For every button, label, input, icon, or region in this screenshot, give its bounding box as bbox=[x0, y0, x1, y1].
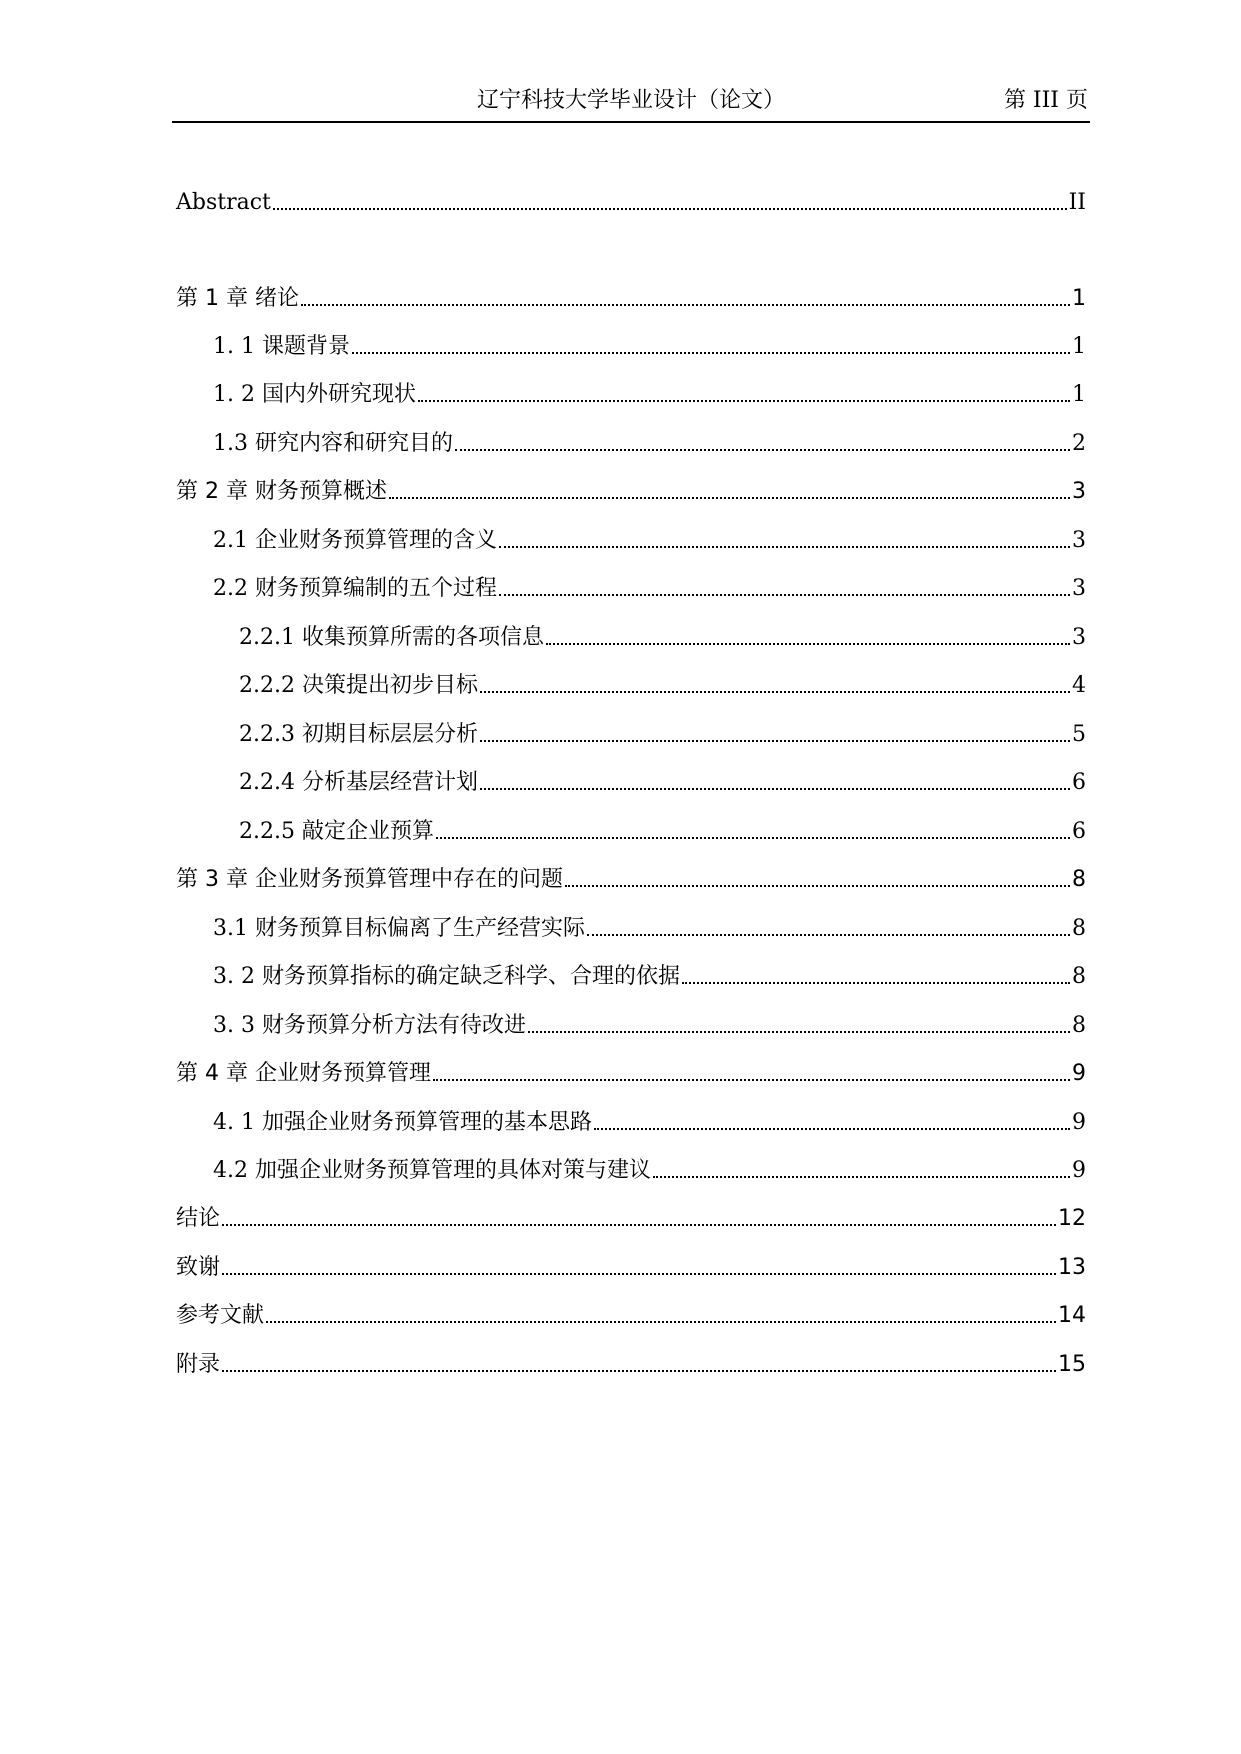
toc-entry-title: 4. 1 加强企业财务预算管理的基本思路 bbox=[213, 1110, 592, 1135]
toc-entry-page: 3 bbox=[1072, 576, 1086, 601]
toc-entry-4-2[interactable] bbox=[176, 1153, 1086, 1185]
toc-entry-page: 1 bbox=[1072, 286, 1086, 311]
toc-entry-2-2-4[interactable] bbox=[176, 765, 1086, 797]
toc-entry-title: 3. 3 财务预算分析方法有待改进 bbox=[213, 1013, 526, 1038]
toc-entry-title: 第 2 章 财务预算概述 bbox=[176, 479, 387, 504]
toc-entry-chapter-4[interactable] bbox=[176, 1056, 1086, 1088]
toc-entry-title: 2.2.4 分析基层经营计划 bbox=[239, 770, 478, 795]
toc-entry-page: 1 bbox=[1072, 334, 1086, 359]
toc-entry-2-2-5[interactable] bbox=[176, 814, 1086, 846]
toc-leader-dots bbox=[653, 1176, 1070, 1178]
toc-entry-acknowledgements[interactable] bbox=[176, 1250, 1086, 1282]
toc-leader-dots bbox=[436, 837, 1070, 839]
toc-entry-2-1[interactable] bbox=[176, 523, 1086, 555]
toc-leader-dots bbox=[480, 740, 1070, 742]
toc-leader-dots bbox=[480, 788, 1070, 790]
toc-leader-dots bbox=[594, 1128, 1070, 1130]
toc-entry-title: Abstract bbox=[176, 190, 271, 215]
toc-leader-dots bbox=[480, 691, 1070, 693]
toc-entry-title: 参考文献 bbox=[176, 1303, 265, 1328]
toc-entry-page: 9 bbox=[1072, 1110, 1086, 1135]
toc-entry-page: 8 bbox=[1072, 916, 1086, 941]
toc-leader-dots bbox=[587, 934, 1070, 936]
toc-entry-page: 15 bbox=[1058, 1352, 1086, 1377]
toc-entry-2-2-1[interactable] bbox=[176, 620, 1086, 652]
toc-leader-dots bbox=[389, 497, 1070, 499]
toc-entry-references[interactable] bbox=[176, 1298, 1086, 1330]
toc-entry-3-3[interactable] bbox=[176, 1008, 1086, 1040]
header-title: 辽宁科技大学毕业设计（论文） bbox=[476, 88, 785, 113]
toc-leader-dots bbox=[352, 352, 1070, 354]
toc-leader-dots bbox=[433, 1079, 1070, 1081]
toc-leader-dots bbox=[682, 982, 1070, 984]
toc-leader-dots bbox=[418, 400, 1070, 402]
toc-entry-title: 附录 bbox=[176, 1352, 221, 1377]
toc-leader-dots bbox=[273, 208, 1067, 210]
toc-entry-page: 6 bbox=[1072, 819, 1086, 844]
toc-entry-2-2[interactable] bbox=[176, 571, 1086, 603]
toc-leader-dots bbox=[301, 304, 1070, 306]
toc-entry-page: 8 bbox=[1072, 867, 1086, 892]
toc-entry-title: 2.2.3 初期目标层层分析 bbox=[239, 722, 478, 747]
toc-entry-page: 3 bbox=[1072, 625, 1086, 650]
toc-entry-title: 3.1 财务预算目标偏离了生产经营实际 bbox=[213, 916, 585, 941]
toc-entry-2-2-3[interactable] bbox=[176, 717, 1086, 749]
toc-leader-dots bbox=[455, 449, 1070, 451]
toc-entry-title: 4.2 加强企业财务预算管理的具体对策与建议 bbox=[213, 1158, 651, 1183]
toc-entry-title: 第 1 章 绪论 bbox=[176, 286, 299, 311]
toc-entry-page: 13 bbox=[1058, 1255, 1086, 1280]
toc-entry-page: 3 bbox=[1072, 528, 1086, 553]
toc-leader-dots bbox=[266, 1321, 1056, 1323]
toc-entry-page: 4 bbox=[1072, 673, 1086, 698]
toc-entry-title: 3. 2 财务预算指标的确定缺乏科学、合理的依据 bbox=[213, 964, 680, 989]
toc-entry-page: 9 bbox=[1072, 1061, 1086, 1086]
toc-entry-title: 2.1 企业财务预算管理的含义 bbox=[213, 528, 497, 553]
toc-leader-dots bbox=[499, 546, 1070, 548]
toc-entry-abstract[interactable] bbox=[176, 185, 1086, 217]
toc-entry-page: 1 bbox=[1072, 382, 1086, 407]
toc-entry-page: II bbox=[1068, 190, 1086, 215]
page-header bbox=[172, 85, 1090, 123]
toc-entry-title: 1. 1 课题背景 bbox=[213, 334, 350, 359]
toc-entry-1-1[interactable] bbox=[176, 329, 1086, 361]
toc-entry-chapter-3[interactable] bbox=[176, 862, 1086, 894]
toc-leader-dots bbox=[528, 1031, 1070, 1033]
toc-entry-title: 2.2.5 敲定企业预算 bbox=[239, 819, 434, 844]
toc-entry-page: 8 bbox=[1072, 964, 1086, 989]
toc-entry-title: 结论 bbox=[176, 1206, 221, 1231]
toc-entry-page: 9 bbox=[1072, 1158, 1086, 1183]
toc-entry-title: 1.3 研究内容和研究目的 bbox=[213, 431, 453, 456]
toc-entry-title: 1. 2 国内外研究现状 bbox=[213, 382, 416, 407]
toc-entry-3-1[interactable] bbox=[176, 911, 1086, 943]
toc-leader-dots bbox=[565, 885, 1070, 887]
toc-entry-3-2[interactable] bbox=[176, 959, 1086, 991]
toc-entry-chapter-2[interactable] bbox=[176, 474, 1086, 506]
toc-entry-page: 3 bbox=[1072, 479, 1086, 504]
toc-entry-conclusion[interactable] bbox=[176, 1201, 1086, 1233]
toc-entry-title: 致谢 bbox=[176, 1255, 221, 1280]
toc-entry-title: 2.2.2 决策提出初步目标 bbox=[239, 673, 478, 698]
toc-entry-title: 2.2.1 收集预算所需的各项信息 bbox=[239, 625, 544, 650]
toc-leader-dots bbox=[222, 1273, 1056, 1275]
toc-leader-dots bbox=[222, 1370, 1056, 1372]
toc-entry-title: 第 4 章 企业财务预算管理 bbox=[176, 1061, 431, 1086]
toc-leader-dots bbox=[499, 594, 1070, 596]
toc-entry-page: 14 bbox=[1058, 1303, 1086, 1328]
toc-entry-page: 8 bbox=[1072, 1013, 1086, 1038]
toc-leader-dots bbox=[222, 1224, 1056, 1226]
toc-entry-chapter-1[interactable] bbox=[176, 281, 1086, 313]
header-page-number: 第 III 页 bbox=[1003, 88, 1088, 113]
toc-entry-1-3[interactable] bbox=[176, 426, 1086, 458]
toc-entry-2-2-2[interactable] bbox=[176, 668, 1086, 700]
toc-entry-1-2[interactable] bbox=[176, 377, 1086, 409]
toc-entry-page: 5 bbox=[1072, 722, 1086, 747]
toc-entry-title: 第 3 章 企业财务预算管理中存在的问题 bbox=[176, 867, 563, 892]
toc-entry-page: 2 bbox=[1072, 431, 1086, 456]
toc-entry-appendix[interactable] bbox=[176, 1347, 1086, 1379]
toc-entry-page: 6 bbox=[1072, 770, 1086, 795]
toc-leader-dots bbox=[546, 643, 1070, 645]
toc-entry-page: 12 bbox=[1058, 1206, 1086, 1231]
toc-entry-4-1[interactable] bbox=[176, 1105, 1086, 1137]
toc-entry-title: 2.2 财务预算编制的五个过程 bbox=[213, 576, 497, 601]
